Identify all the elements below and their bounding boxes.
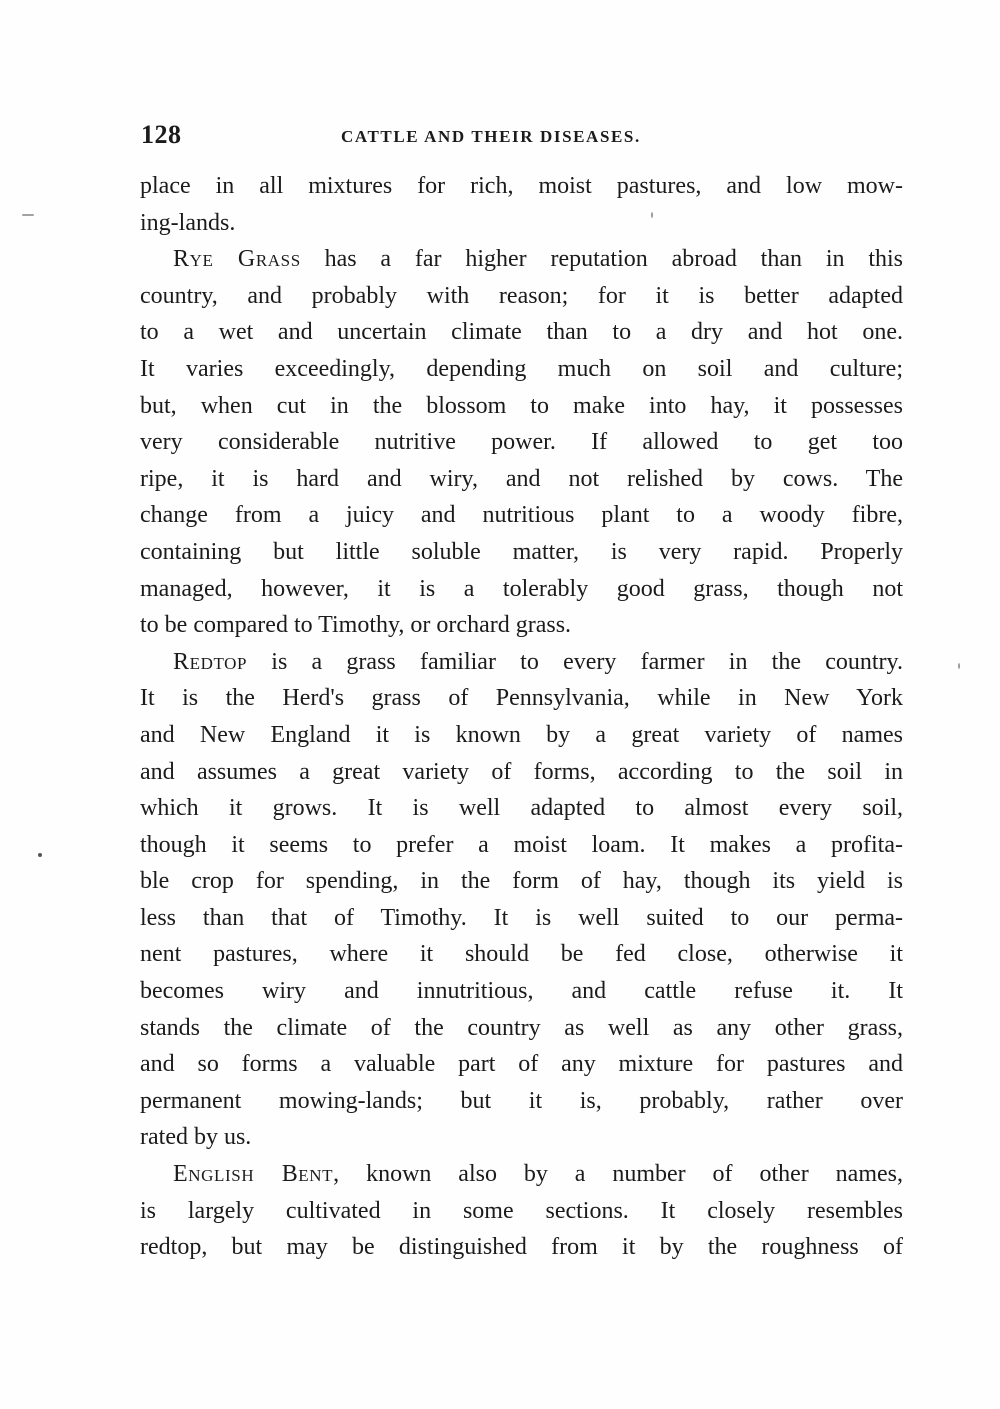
scan-speck [38,853,42,857]
text-line: redtop, but may be distinguished from it by the roughness of [140,1234,903,1261]
text-line: and assumes a great variety of forms, according to the soil in [140,758,903,785]
text-line: which it grows. It is well adapted to almost every soil, [140,795,903,822]
text-line: very considerable nutritive power. If allowed to get too [140,429,903,456]
text-line: and so forms a valuable part of any mixture for pastures and [140,1051,903,1078]
redtop-heading: Redtop [173,648,248,675]
text-line: nent pastures, where it should be fed close, otherwise it [140,941,903,968]
text-line: place in all mixtures for rich, moist pastures, and low mow- [140,173,903,199]
english-bent-heading: English Bent [173,1161,334,1188]
rye-grass-heading: Rye Grass [173,246,301,273]
body-text [140,168,903,1266]
scan-speck [651,212,653,218]
text-line: though it seems to prefer a moist loam. It makes a profita- [140,831,903,858]
scan-speck [22,214,34,216]
text-line: and New England it is known by a great variety of names [140,721,903,748]
text-span: has a far higher reputation abroad than in this [300,246,903,273]
text-line: It varies exceedingly, depending much on soil and culture; [140,355,903,382]
text-line: is largely cultivated in some sections. It closely resembles [140,1197,903,1224]
text-line: ripe, it is hard and wiry, and not relished by cows. The [140,465,903,492]
text-span: , known also by a number of other names, [333,1161,903,1188]
text-line: permanent mowing-lands; but it is, probably, rather over [140,1087,903,1114]
text-line: less than that of Timothy. It is well suited to our perma- [140,904,903,931]
page-number: 128 [141,120,182,149]
page-header [141,120,911,160]
running-title: CATTLE AND THEIR DISEASES. [341,127,641,146]
text-line: ble crop for spending, in the form of hay, though its yield is [140,868,903,895]
text-line: change from a juicy and nutritious plant to a woody fibre, [140,502,903,529]
text-line: but, when cut in the blossom to make into hay, it possesses [140,392,903,419]
text-line: country, and probably with reason; for it is better adapted [140,282,903,309]
text-line: It is the Herd's grass of Pennsylvania, while in New York [140,685,903,712]
text-line: rated by us. [140,1124,252,1151]
text-line: managed, however, it is a tolerably good grass, though not [140,575,903,602]
text-line [140,1156,903,1193]
text-line [140,241,903,278]
text-line: containing but little soluble matter, is very rapid. Properly [140,538,903,565]
text-line: becomes wiry and innutritious, and cattle refuse it. It [140,978,903,1005]
scan-speck [958,663,960,669]
text-line: ing-lands. [140,209,236,236]
text-line: to a wet and uncertain climate than to a dry and hot one. [140,319,903,346]
text-line: stands the climate of the country as well as any other grass, [140,1014,903,1041]
text-line: to be compared to Timothy, or orchard grass. [140,612,572,639]
text-span: is a grass familiar to every farmer in the country. [247,648,903,675]
text-line [140,644,903,681]
